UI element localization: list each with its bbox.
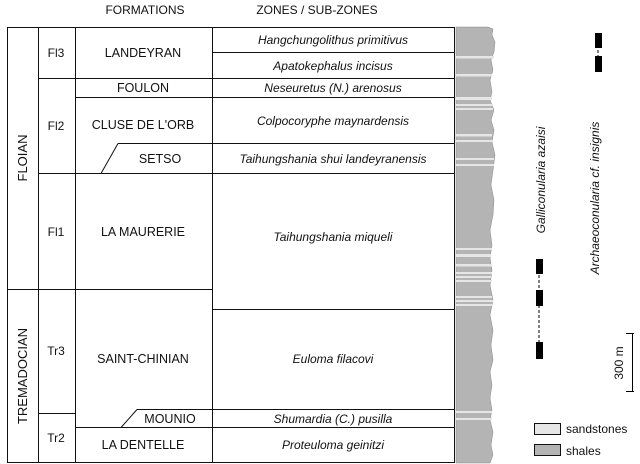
range-bar xyxy=(536,259,543,274)
formation-saint-chinian: SAINT-CHINIAN xyxy=(97,352,189,366)
zone-apatokephalus: Apatokephalus incisus xyxy=(273,59,393,73)
substage-fl2: Fl2 xyxy=(47,119,65,133)
zone-neseuretus: Neseuretus (N.) arenosus xyxy=(264,81,402,95)
header-formations: FORMATIONS xyxy=(105,3,185,17)
sandstone-bed xyxy=(456,272,492,274)
formation-foulon: FOULON xyxy=(116,81,170,95)
range-bar xyxy=(536,290,543,306)
sandstone-bed xyxy=(456,164,494,166)
stage-floian: FLOIAN xyxy=(15,134,30,182)
substage-tr2: Tr2 xyxy=(47,431,65,445)
scale-bar xyxy=(612,333,634,392)
range-archaeoconularia xyxy=(595,33,602,72)
formation-la-maurerie: LA MAURERIE xyxy=(100,225,186,239)
zone-proteuloma: Proteuloma geinitzi xyxy=(281,438,385,452)
sandstone-bed xyxy=(456,74,492,77)
shale-column xyxy=(456,27,495,463)
lithology-column xyxy=(456,27,495,463)
sandstone-bed xyxy=(456,276,491,278)
substage-fl3: Fl3 xyxy=(47,46,65,60)
sandstone-bed xyxy=(456,56,494,59)
substage-fl1: Fl1 xyxy=(47,225,65,239)
zone-taihungshania-shui: Taihungshania shui landeyranensis xyxy=(239,152,427,166)
legend-swatch-shales xyxy=(535,445,561,456)
legend-label-sandstones: sandstones xyxy=(566,422,628,436)
sandstone-bed xyxy=(456,418,492,420)
sandstone-bed xyxy=(456,300,493,302)
sandstone-bed xyxy=(456,264,492,267)
range-bar xyxy=(595,56,602,72)
formation-cluse-de-lorb: CLUSE DE L'ORB xyxy=(91,118,195,132)
sandstone-bed xyxy=(456,134,492,137)
legend-label-shales: shales xyxy=(566,444,601,458)
formation-mounio: MOUNIO xyxy=(144,412,196,426)
sandstone-bed xyxy=(456,158,494,160)
scale-bar-label: 300 m xyxy=(612,346,626,380)
header-zones: ZONES / SUB-ZONES xyxy=(256,3,378,17)
legend-swatch-sandstones xyxy=(535,424,561,435)
formation-landeyran: LANDEYRAN xyxy=(104,46,182,60)
range-bar xyxy=(595,33,602,48)
sandstone-bed xyxy=(456,254,491,257)
sandstone-bed xyxy=(456,280,492,282)
stage-tremadocian: TREMADOCIAN xyxy=(15,327,30,425)
zone-colpocoryphe: Colpocoryphe maynardensis xyxy=(256,114,410,128)
range-bar xyxy=(536,342,543,359)
taxon-archaeoconularia: Archaeoconularia cf. insignis xyxy=(588,121,602,275)
sandstone-bed xyxy=(456,104,493,106)
zone-shumardia: Shumardia (C.) pusilla xyxy=(273,412,393,426)
taxon-galliconularia: Galliconularia azaisi xyxy=(534,126,548,234)
sandstone-bed xyxy=(456,140,493,142)
sandstone-bed xyxy=(456,97,492,100)
sandstone-bed xyxy=(456,248,492,250)
sandstone-bed xyxy=(456,296,492,298)
sandstone-bed xyxy=(456,411,492,413)
legend xyxy=(535,422,628,458)
zone-taihungshania-miqueli: Taihungshania miqueli xyxy=(273,230,393,244)
sandstone-bed xyxy=(456,304,492,306)
zone-hangchungolithus: Hangchungolithus primitivus xyxy=(257,33,409,47)
substage-tr3: Tr3 xyxy=(47,344,65,358)
formation-la-dentelle: LA DENTELLE xyxy=(101,438,185,452)
zone-euloma: Euloma filacovi xyxy=(292,352,374,366)
formation-setso: SETSO xyxy=(138,152,182,166)
range-galliconularia xyxy=(536,259,543,359)
sandstone-bed xyxy=(456,108,493,110)
